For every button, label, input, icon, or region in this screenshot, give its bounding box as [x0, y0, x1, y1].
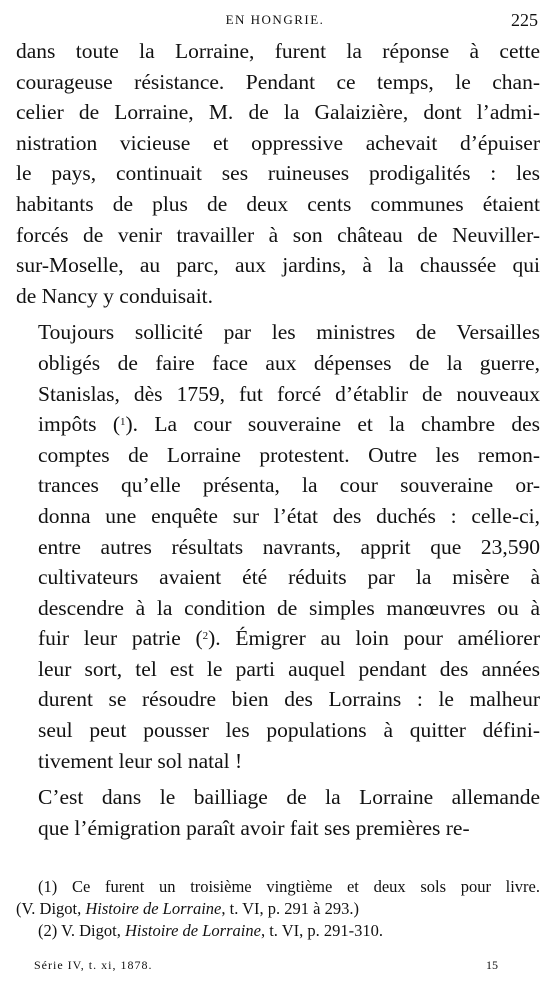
text-line: dans toute la Lorraine, furent la réponse à cette [16, 39, 540, 63]
text-line: trances qu’elle présenta, la cour souveraine or- [38, 473, 540, 498]
footnote-reference: 2 [202, 630, 209, 643]
text-line: Stanislas, dès 1759, fut forcé d’établir de nouveaux [38, 381, 540, 406]
text-line: obligés de faire face aux dépenses de la guerre, [38, 350, 540, 375]
sheet-number: 15 [486, 958, 498, 972]
text-line: forcés de venir travailler à son château de Neuviller- [16, 222, 540, 247]
paragraph-2 [16, 317, 540, 776]
page-number: 225 [511, 10, 538, 30]
text-line: donna une enquête sur l’état des duchés : celle-ci, [38, 503, 540, 528]
text-line: descendre à la condition de simples manœuvres ou à [38, 595, 540, 620]
footnote-1-book-title: Histoire de Lorraine [85, 899, 222, 918]
text-line: leur sort, tel est le parti auquel pendant des années [38, 656, 540, 681]
footnote-1-line-2: (V. Digot, Histoire de Lorraine, t. VI, p. 291 à 293.) [16, 899, 359, 918]
text-line: sur-Moselle, au parc, aux jardins, à la chaussée qui [16, 253, 540, 278]
footnote-2-line-1: (2) V. Digot, Histoire de Lorraine, t. VI, p. 291-310. [38, 921, 384, 940]
text-line: de Nancy y conduisait. [16, 283, 214, 308]
paragraph-1 [16, 36, 540, 311]
footnote-1-line-1: (1) Ce furent un troisième vingtième et deux sols pour livre. [38, 877, 540, 896]
running-title: EN HONGRIE. [225, 12, 325, 27]
text-line: habitants de plus de deux cents communes étaient [16, 191, 540, 216]
text-line: fuir leur patrie ($^2$). Émigrer au loin pour améliorer [38, 626, 540, 651]
footnotes [16, 876, 540, 942]
text-line: comptes de Lorraine protestent. Outre les remon- [38, 442, 540, 467]
body-text [16, 36, 540, 849]
text-line: que l’émigration paraît avoir fait ses premières re- [38, 815, 470, 840]
text-line: durent se résoudre bien des Lorrains : le malheur [38, 687, 540, 712]
text-line: courageuse résistance. Pendant ce temps, le chan- [16, 69, 540, 94]
footnote-2-book-title: Histoire de Lorraine [124, 921, 261, 940]
printer-signature: Série IV, t. xi, 1878. [34, 958, 153, 972]
text-line: Toujours sollicité par les ministres de Versailles [38, 320, 540, 345]
footnote-reference: 1 [120, 416, 126, 429]
text-line: entre autres résultats navrants, apprit que 23,590 [38, 534, 540, 559]
text-line: tivement leur sol natal ! [38, 748, 243, 773]
text-line: C’est dans le bailliage de la Lorraine allemande [38, 785, 540, 810]
footnote-2-marker: 2 [43, 921, 52, 940]
footnote-1-marker: 1 [43, 877, 52, 896]
text-line: impôts ($^1$). La cour souveraine et la chambre des [38, 412, 540, 437]
text-line: le pays, continuait ses ruineuses prodigalités : les [16, 161, 540, 186]
text-line: seul peut pousser les populations à quitter défini- [38, 718, 540, 743]
paragraph-3 [16, 782, 540, 843]
text-line: cultivateurs avaient été réduits par la misère à [38, 565, 540, 590]
text-line: nistration vicieuse et oppressive achevait d’épuiser [16, 130, 540, 155]
running-head [0, 10, 550, 30]
text-line: celier de Lorraine, M. de la Galaizière, dont l’admi- [16, 100, 540, 125]
